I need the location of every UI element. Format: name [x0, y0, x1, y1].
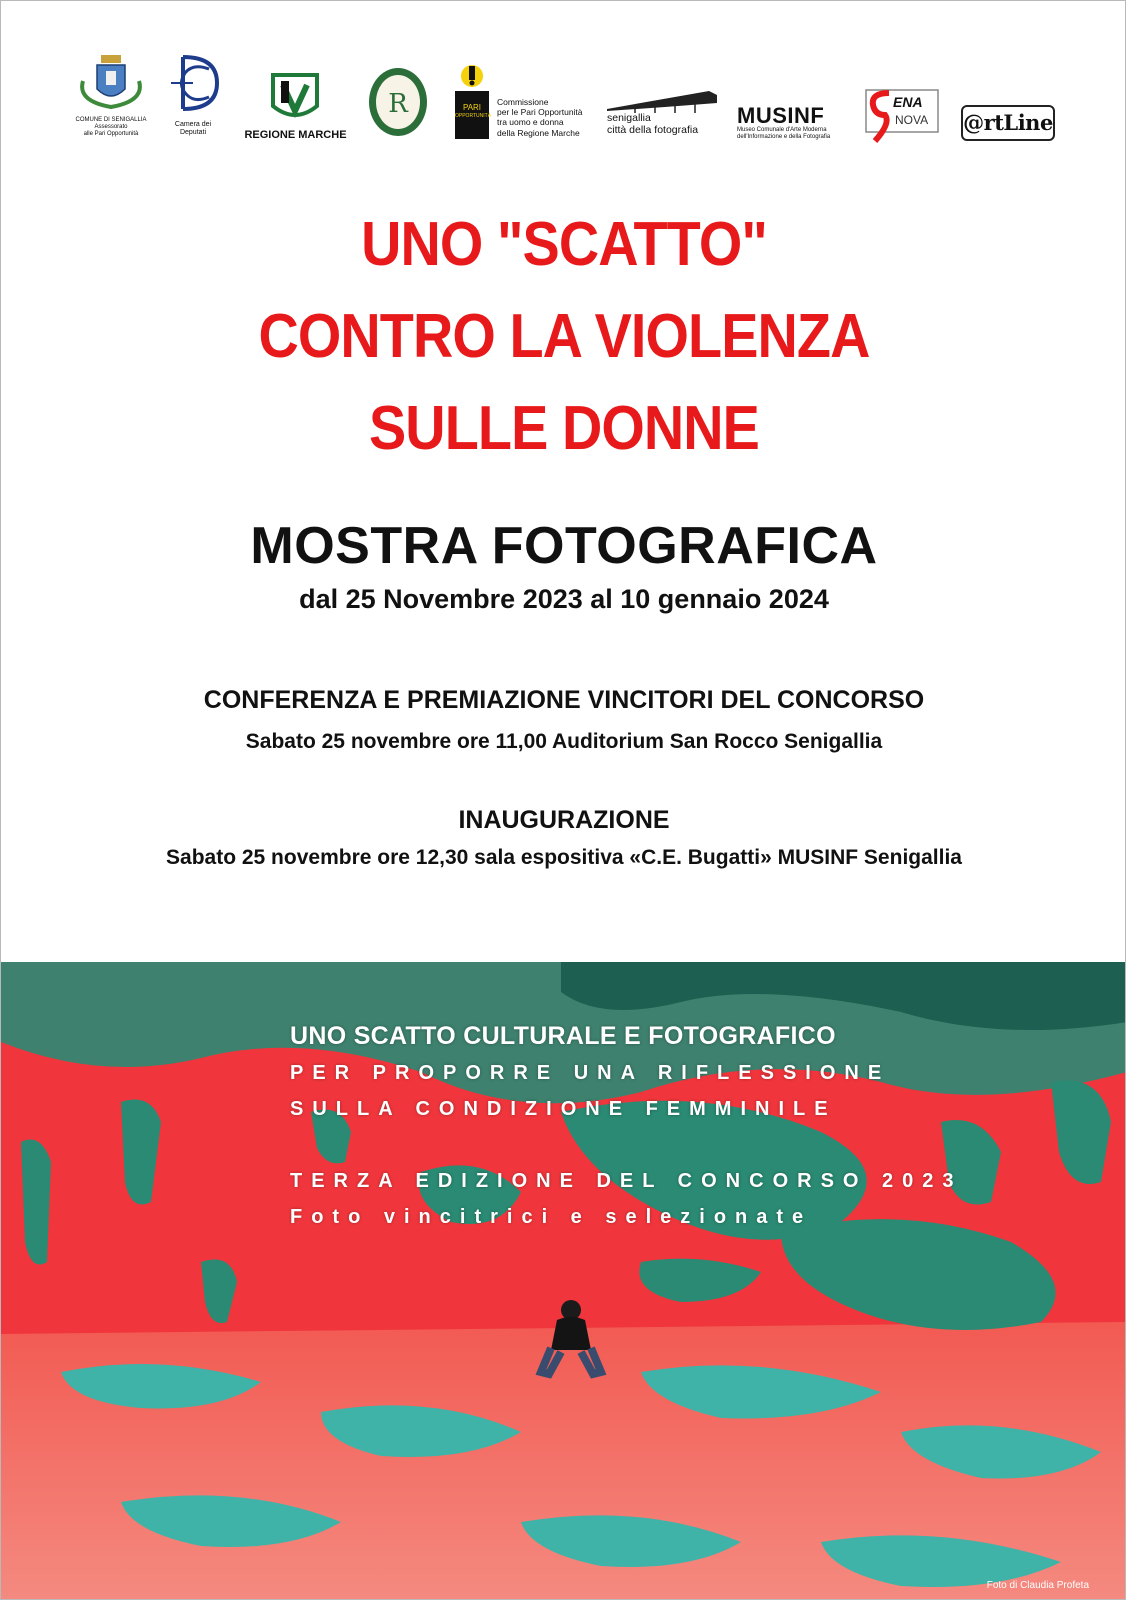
- comune-line1: COMUNE DI SENIGALLIA: [75, 117, 147, 123]
- camera-line1: Camera dei: [174, 121, 212, 128]
- pari-opportunita-logo: [453, 63, 593, 145]
- title-line-3: SULLE DONNE: [368, 394, 760, 463]
- pari-line2: per le Pari Opportunità: [497, 107, 583, 118]
- regione-marche-emblem-icon: [243, 71, 348, 127]
- comune-line3: alle Pari Opportunità: [83, 130, 139, 137]
- comune-senigallia-logo: [71, 51, 151, 146]
- sena-nova-logo: [865, 89, 939, 143]
- inauguration-details: Sabato 25 novembre ore 12,30 sala espositiva «C.E. Bugatti» MUSINF Senigallia: [166, 846, 962, 869]
- exhibition-dates: dal 25 Novembre 2023 al 10 gennaio 2024: [299, 584, 829, 614]
- senigallia-line2: città della fotografia: [607, 123, 699, 136]
- pari-badge-line2: OPPORTUNITÀ: [455, 113, 492, 120]
- svg-text:R: R: [388, 89, 408, 119]
- camera-deputati-logo: [163, 51, 223, 146]
- pari-badge-line1: PARI: [462, 103, 482, 112]
- artline-logo: [961, 105, 1055, 141]
- conference-details: Sabato 25 novembre ore 11,00 Auditorium San Rocco Senigallia: [245, 730, 883, 753]
- senigallia-line1: senigallia: [607, 112, 651, 124]
- poster-photo: [1, 962, 1126, 1600]
- pari-line1: Commissione: [497, 97, 549, 107]
- pari-line3: tra uomo e donna: [497, 117, 564, 128]
- camera-line2: Deputati: [179, 129, 207, 137]
- pari-line4: della Regione Marche: [497, 127, 580, 138]
- photo-background: [1, 962, 1126, 1600]
- conference-heading: CONFERENZA E PREMIAZIONE VINCITORI DEL CONCORSO: [203, 686, 925, 714]
- consiglio-seal-icon: [367, 66, 429, 138]
- sponsor-logos: [1, 1, 1126, 161]
- musinf-line1: Museo Comunale d'Arte Moderna: [737, 127, 827, 133]
- musinf-name: MUSINF: [737, 103, 825, 128]
- inauguration-heading: INAUGURAZIONE: [458, 806, 670, 834]
- senigallia-fotografia-logo: [605, 85, 723, 145]
- photo-credit: Foto di Claudia Profeta: [986, 1580, 1089, 1591]
- regione-marche-logo: [243, 71, 348, 146]
- sena-bottom: NOVA: [895, 113, 929, 127]
- exhibition-heading: MOSTRA FOTOGRAFICA: [250, 517, 878, 575]
- title-line-2: CONTRO LA VIOLENZA: [258, 302, 870, 371]
- camera-monogram-icon: [163, 51, 223, 116]
- consiglio-regionale-logo: [367, 66, 429, 141]
- musinf-line2: dell'Informazione e della Fotografia: [737, 133, 831, 140]
- photo-line-2: PER PROPORRE UNA RIFLESSIONE: [290, 1062, 891, 1084]
- photo-line-3: SULLA CONDIZIONE FEMMINILE: [290, 1098, 837, 1120]
- regione-label: REGIONE MARCHE: [244, 129, 347, 141]
- photo-line-5: Foto vincitrici e selezionate: [290, 1206, 813, 1228]
- pier-silhouette-icon: [605, 85, 723, 115]
- musinf-logo: [737, 105, 847, 145]
- photo-line-4: TERZA EDIZIONE DEL CONCORSO 2023: [290, 1170, 963, 1192]
- artline-name: @rtLine: [963, 110, 1053, 135]
- comune-line2: Assessorato: [94, 123, 128, 130]
- sena-top: ENA: [893, 94, 923, 110]
- pari-opportunita-badge-icon: [453, 63, 491, 141]
- title-line-1: UNO "SCATTO": [361, 210, 767, 279]
- photo-line-1: UNO SCATTO CULTURALE E FOTOGRAFICO: [290, 1022, 836, 1050]
- coat-of-arms-icon: [71, 51, 151, 111]
